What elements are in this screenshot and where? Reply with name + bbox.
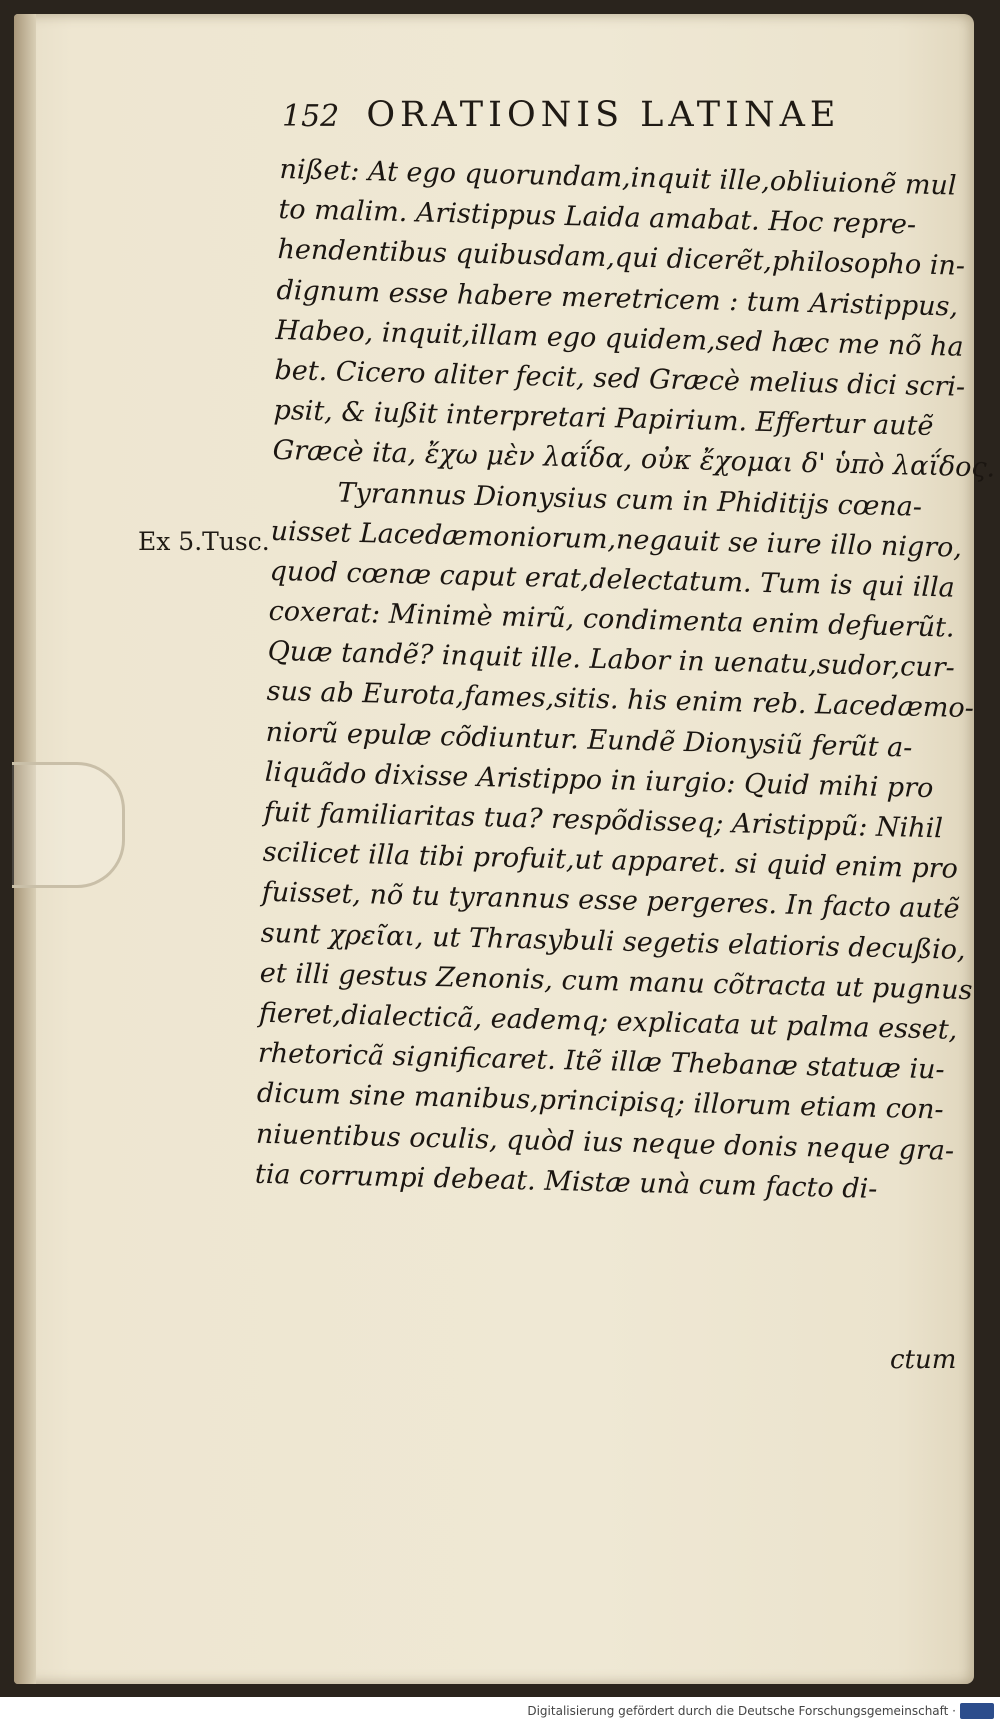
text-line: Habeo, inquit,illam ego quidem,sed hæc me nõ ha [275, 314, 964, 363]
page-header [282, 95, 902, 135]
text-line: Tyrannus Dionysius cum in Phiditijs cœna- [337, 477, 923, 523]
running-head: ORATIONIS LATINAE [366, 95, 841, 135]
text-line: rhetoricã significaret. Itẽ illæ Thebanæ statuæ iu- [257, 1037, 945, 1086]
text-line: et illi gestus Zenonis, cum manu cõtracta ut pugnus [259, 957, 973, 1006]
text-line: Græcè ita, ἔχω μὲν λαΐδα, οὐκ ἔχομαι δ' ὑπὸ λαΐδος. [272, 435, 996, 484]
margin-note: Ex 5.Tusc. [138, 527, 270, 556]
text-line: uisset Lacedæmoniorum,negauit se iure illo nigro, [270, 515, 963, 564]
text-line: hendentibus quibusdam,qui dicerẽt,philosopho in- [277, 234, 966, 283]
dfg-logo-icon [960, 1703, 994, 1719]
footer-bar [0, 1697, 1000, 1727]
text-line: fieret,dialecticã, eademq; explicata ut palma esset, [258, 997, 958, 1046]
text-line: liquãdo dixisse Aristippo in iurgio: Quid mihi pro [264, 756, 934, 804]
footer-credit: Digitalisierung gefördert durch die Deutsche Forschungsgemeinschaft · [527, 1704, 956, 1718]
text-line: coxerat: Minimè mirũ, condimenta enim defuerũt. [268, 595, 955, 644]
text-line: Quæ tandẽ? inquit ille. Labor in uenatu,sudor,cur- [267, 636, 956, 684]
body-text [254, 150, 996, 1211]
text-line: dicum sine manibus,principisq; illorum etiam con- [256, 1078, 945, 1126]
text-line: psit, & iußit interpretari Papirium. Effertur autẽ [273, 395, 934, 443]
text-line: bet. Cicero aliter fecit, sed Græcè melius dici scri- [274, 354, 966, 403]
text-line: tia corrumpi debeat. Mistæ unà cum facto di- [254, 1158, 878, 1205]
text-line: fuisset, nõ tu tyrannus esse pergeres. In facto autẽ [261, 877, 960, 926]
text-line: niorũ epulæ cõdiuntur. Eundẽ Dionysiũ ferũt a- [265, 716, 913, 764]
page-number: 152 [282, 99, 340, 134]
bookmark-clip [12, 762, 125, 888]
catchword: ctum [890, 1345, 957, 1375]
text-line: to malim. Aristippus Laida amabat. Hoc repre- [278, 194, 917, 241]
text-line: sus ab Eurota,fames,sitis. his enim reb. Lacedæmo- [266, 676, 975, 725]
text-line: nißet: At ego quorundam,inquit ille,obliuionẽ mul [279, 153, 957, 202]
text-line: scilicet illa tibi profuit,ut apparet. si quid enim pro [262, 836, 959, 885]
text-line: quod cœnæ caput erat,delectatum. Tum is qui illa [269, 555, 956, 604]
text-line: niuentibus oculis, quòd ius neque donis neque gra- [255, 1118, 955, 1167]
text-line: fuit familiaritas tua? respõdisseq; Aristippũ: Nihil [263, 796, 944, 845]
text-line: dignum esse habere meretricem : tum Aristippus, [276, 274, 959, 323]
text-line: sunt χρεῖαι, ut Thrasybuli segetis elatioris decußio, [260, 917, 966, 966]
